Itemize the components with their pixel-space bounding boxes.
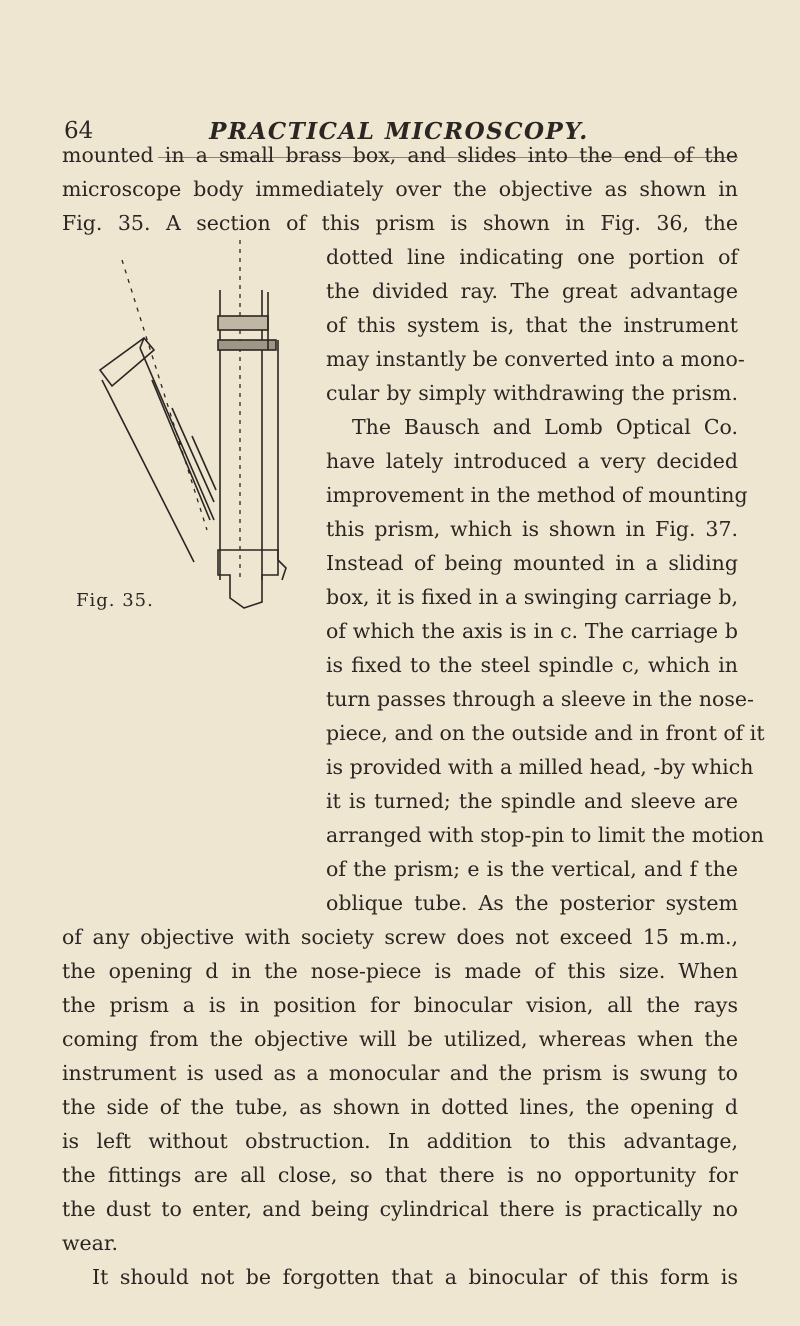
figure-caption: Fig. 35. [76,590,154,611]
text-line: of this system is, that the instrument [326,313,738,337]
text-line: It should not be forgotten that a binocular of this form is [92,1265,738,1289]
text-line: of the prism; e is the vertical, and f the [326,857,738,881]
text-line: The Bausch and Lomb Optical Co. [352,415,738,439]
text-line: oblique tube. As the posterior system [326,891,738,915]
text-line: is left without obstruction. In addition to this advantage, [62,1129,738,1153]
text-line: wear. [62,1231,118,1255]
text-line: coming from the objective will be utilized, whereas when the [62,1027,738,1051]
text-line: box, it is fixed in a swinging carriage b, [326,585,738,609]
text-line: the fittings are all close, so that there is no opportunity for [62,1163,738,1187]
running-title: PRACTICAL MICROSCOPY. [209,118,589,145]
text-line: the divided ray. The great advantage [326,279,738,303]
text-line: Fig. 35. A section of this prism is shown in Fig. 36, the [62,211,738,235]
text-line: piece, and on the outside and in front of it [326,721,765,745]
text-line: of which the axis is in c. The carriage b [326,619,738,643]
text-line: is fixed to the steel spindle c, which in [326,653,738,677]
text-line: mounted in a small brass box, and slides into the end of the [62,143,738,167]
text-line: the opening d in the nose-piece is made of this size. When [62,959,738,983]
page-number: 64 [64,118,94,144]
text-line: turn passes through a sleeve in the nose- [326,687,754,711]
text-line: the dust to enter, and being cylindrical there is practically no [62,1197,738,1221]
text-line: may instantly be converted into a mono- [326,347,745,371]
text-line: improvement in the method of mounting [326,483,748,507]
text-line: of any objective with society screw does not exceed 15 m.m., [62,925,738,949]
text-line: is provided with a milled head, -by which [326,755,754,779]
text-line: arranged with stop-pin to limit the motion [326,823,764,847]
text-line: have lately introduced a very decided [326,449,738,473]
text-line: this prism, which is shown in Fig. 37. [326,517,738,541]
text-line: the prism a is in position for binocular vision, all the rays [62,993,738,1017]
text-line: Instead of being mounted in a sliding [326,551,738,575]
text-line: cular by simply withdrawing the prism. [326,381,738,405]
prism-box-illustration [82,230,316,610]
text-line: dotted line indicating one portion of [326,245,738,269]
text-line: the side of the tube, as shown in dotted lines, the opening d [62,1095,738,1119]
text-line: it is turned; the spindle and sleeve are [326,789,738,813]
text-line: instrument is used as a monocular and the prism is swung to [62,1061,738,1085]
figure-35-binocular-prism-diagram [82,230,316,610]
text-line: microscope body immediately over the objective as shown in [62,177,738,201]
